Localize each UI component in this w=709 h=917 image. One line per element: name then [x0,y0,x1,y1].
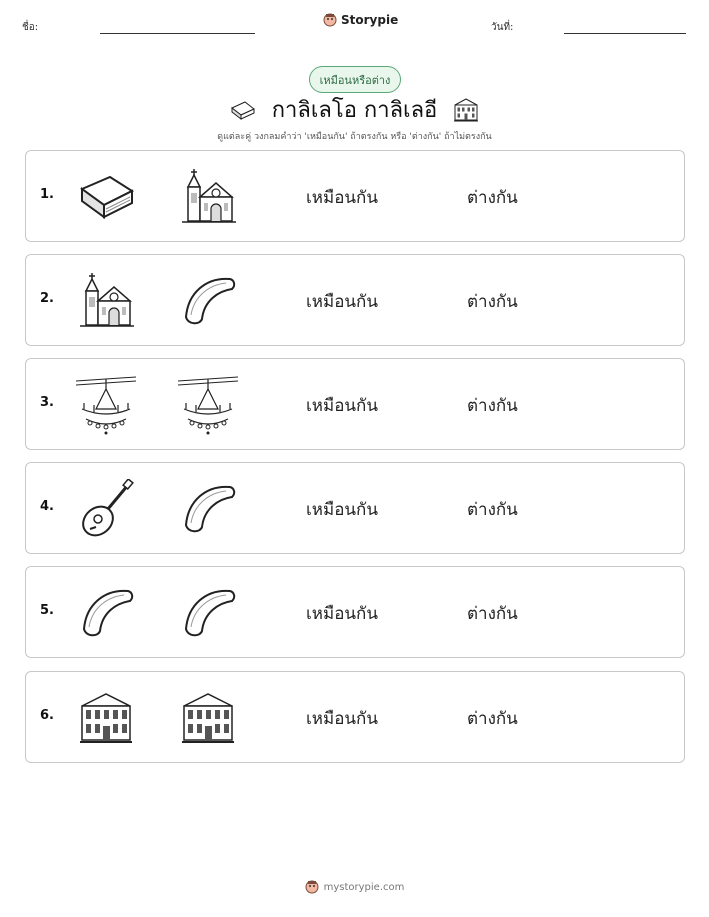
footer [0,880,709,894]
same-option[interactable]: เหมือนกัน [306,292,378,312]
item-number: 3. [40,395,54,410]
curved-lens-icon [178,271,238,331]
different-option[interactable]: ต่างกัน [467,396,518,416]
same-option[interactable]: เหมือนกัน [306,709,378,729]
different-option[interactable]: ต่างกัน [467,500,518,520]
book-icon [76,167,136,227]
item-number: 6. [40,708,54,723]
item-row [25,150,685,242]
storypie-mascot-icon [323,13,337,27]
item-number: 4. [40,499,54,514]
item-row [25,462,685,554]
curved-lens-icon [178,479,238,539]
brand-name: Storypie [341,13,399,27]
different-option[interactable]: ต่างกัน [467,188,518,208]
item-number: 1. [40,187,54,202]
same-option[interactable]: เหมือนกัน [306,396,378,416]
same-option[interactable]: เหมือนกัน [306,188,378,208]
item-number: 2. [40,291,54,306]
name-label: ชื่อ: [22,22,39,33]
instructions: ดูแต่ละคู่ วงกลมคำว่า 'เหมือนกัน' ถ้าตรงกัน หรือ 'ต่างกัน' ถ้าไม่ตรงกัน [217,132,492,142]
curved-lens-icon [178,583,238,643]
building-icon [178,688,238,748]
brand-logo [323,13,398,27]
page-title: กาลิเลโอ กาลิเลอี [271,98,438,123]
item-row [25,671,685,763]
different-option[interactable]: ต่างกัน [467,604,518,624]
lute-icon [76,479,136,539]
building-icon [451,95,481,125]
building-icon [76,688,136,748]
footer-site: mystorypie.com [323,881,405,893]
item-row [25,566,685,658]
chandelier-icon [76,375,136,435]
name-line[interactable] [100,33,255,34]
book-icon [228,95,258,125]
different-option[interactable]: ต่างกัน [467,292,518,312]
different-option[interactable]: ต่างกัน [467,709,518,729]
storypie-mascot-icon [305,880,319,894]
church-icon [178,167,238,227]
worksheet-badge: เหมือนหรือต่าง [309,66,401,93]
item-row [25,358,685,450]
same-option[interactable]: เหมือนกัน [306,604,378,624]
item-row [25,254,685,346]
date-label: วันที่: [491,22,514,33]
date-line[interactable] [564,33,686,34]
chandelier-icon [178,375,238,435]
curved-lens-icon [76,583,136,643]
church-icon [76,271,136,331]
item-number: 5. [40,603,54,618]
same-option[interactable]: เหมือนกัน [306,500,378,520]
title-row [0,92,709,127]
